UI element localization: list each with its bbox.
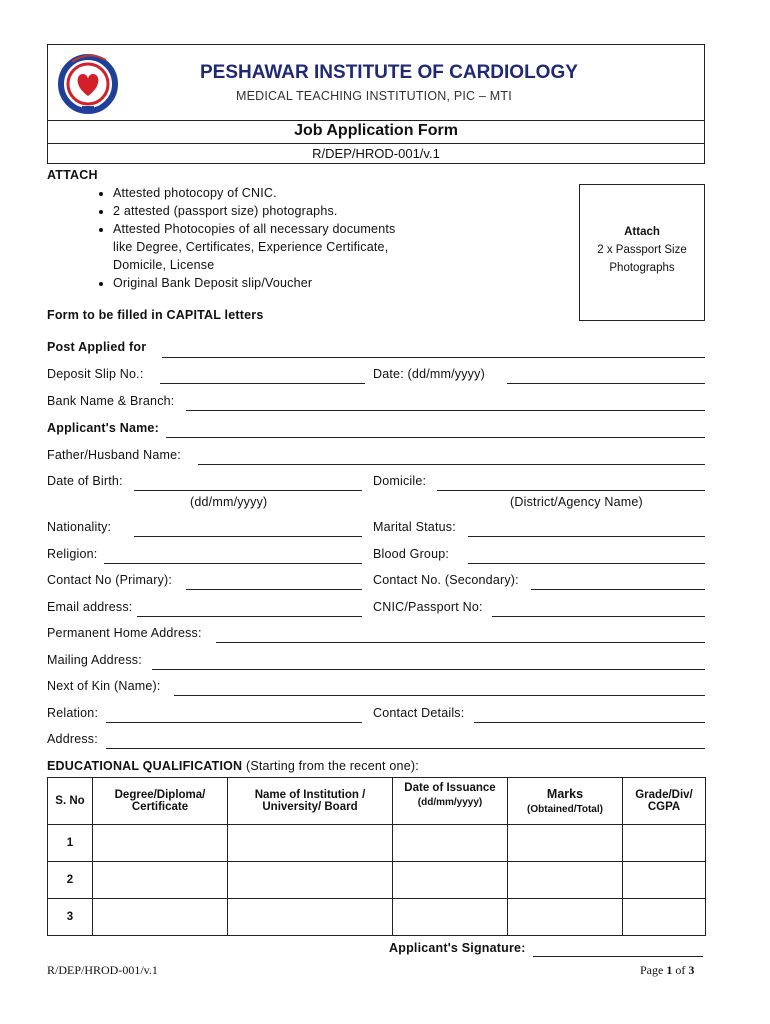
cnic-field[interactable] (492, 616, 705, 617)
institution-cell[interactable] (228, 862, 393, 899)
form-title: Job Application Form (294, 122, 458, 139)
signature-label: Applicant's Signature: (389, 941, 526, 955)
applicant-name-label: Applicant's Name: (47, 421, 159, 435)
degree-cell[interactable] (93, 862, 228, 899)
mailing-address-field[interactable] (152, 669, 705, 670)
education-header-row (48, 778, 706, 825)
email-label: Email address: (47, 600, 133, 614)
col-grade (623, 778, 706, 825)
attach-item: • Attested photocopy of CNIC. (113, 184, 413, 202)
col-institution-line2: University/ Board (262, 801, 358, 813)
col-date-line2: (dd/mm/yyyy) (417, 797, 483, 808)
father-name-label: Father/Husband Name: (47, 448, 181, 462)
degree-cell[interactable] (93, 825, 228, 862)
domicile-field[interactable] (437, 490, 705, 491)
page-of: of (675, 963, 686, 977)
col-grade-line1: Grade/Div/ (635, 789, 693, 801)
table-row (48, 899, 706, 936)
domicile-hint: (District/Agency Name) (510, 495, 643, 509)
col-date (393, 778, 508, 825)
marks-cell[interactable] (508, 825, 623, 862)
relation-field[interactable] (106, 722, 362, 723)
institution-cell[interactable] (228, 825, 393, 862)
col-institution (228, 778, 393, 825)
permanent-address-label: Permanent Home Address: (47, 626, 202, 640)
marital-field[interactable] (468, 536, 705, 537)
row-number: 1 (48, 825, 93, 862)
attach-item: • Attested Photocopies of all necessary documents like Degree, Certificates, Experience Certificate, Domicile, License (113, 220, 413, 274)
next-of-kin-label: Next of Kin (Name): (47, 679, 161, 693)
col-date-line1: Date of Issuance (404, 782, 496, 794)
education-heading: EDUCATIONAL QUALIFICATION (47, 759, 243, 773)
applicant-name-field[interactable] (166, 437, 705, 438)
contact-secondary-label: Contact No. (Secondary): (373, 573, 519, 587)
photo-box[interactable] (579, 184, 705, 321)
page-total: 3 (688, 963, 695, 977)
grade-cell[interactable] (623, 862, 706, 899)
pic-logo-icon (52, 46, 124, 118)
col-grade-line2: CGPA (647, 801, 681, 813)
post-applied-label: Post Applied for (47, 340, 147, 354)
date-label: Date: (dd/mm/yyyy) (373, 367, 485, 381)
dob-label: Date of Birth: (47, 474, 123, 488)
bank-field[interactable] (186, 410, 705, 411)
deposit-slip-field[interactable] (160, 383, 365, 384)
email-field[interactable] (137, 616, 362, 617)
row-number: 3 (48, 899, 93, 936)
grade-cell[interactable] (623, 899, 706, 936)
blood-group-field[interactable] (468, 563, 705, 564)
page-number (640, 963, 694, 978)
religion-field[interactable] (104, 563, 362, 564)
marital-label: Marital Status: (373, 520, 456, 534)
col-institution-line1: Name of Institution / (254, 789, 366, 801)
capital-letters-instruction: Form to be filled in CAPITAL letters (47, 308, 264, 322)
col-sno: S. No (48, 778, 93, 825)
col-marks (508, 778, 623, 825)
nationality-field[interactable] (134, 536, 362, 537)
attach-heading: ATTACH (47, 168, 98, 182)
education-table (47, 777, 706, 936)
blood-group-label: Blood Group: (373, 547, 450, 561)
page-current: 1 (666, 963, 673, 977)
contact-details-field[interactable] (474, 722, 705, 723)
cnic-label: CNIC/Passport No: (373, 600, 483, 614)
nationality-label: Nationality: (47, 520, 112, 534)
col-degree (93, 778, 228, 825)
post-applied-field[interactable] (162, 357, 705, 358)
date-cell[interactable] (393, 825, 508, 862)
dob-hint: (dd/mm/yyyy) (190, 495, 268, 509)
contact-primary-label: Contact No (Primary): (47, 573, 173, 587)
col-degree-line2: Certificate (131, 801, 189, 813)
date-cell[interactable] (393, 862, 508, 899)
education-heading-note: (Starting from the recent one): (245, 759, 419, 773)
attach-list (90, 184, 413, 292)
col-marks-line2: (Obtained/Total) (527, 804, 603, 815)
date-field[interactable] (507, 383, 705, 384)
contact-secondary-field[interactable] (531, 589, 705, 590)
father-name-field[interactable] (198, 464, 705, 465)
date-cell[interactable] (393, 899, 508, 936)
institution-cell[interactable] (228, 899, 393, 936)
photo-box-line: 2 x Passport Size (597, 244, 687, 256)
attach-item: • 2 attested (passport size) photographs. (113, 202, 413, 220)
permanent-address-field[interactable] (216, 642, 705, 643)
degree-cell[interactable] (93, 899, 228, 936)
next-of-kin-field[interactable] (174, 695, 705, 696)
footer-code: R/DEP/HROD-001/v.1 (47, 963, 158, 977)
col-degree-line1: Degree/Diploma/ (114, 789, 206, 801)
marks-cell[interactable] (508, 862, 623, 899)
institution-name: PESHAWAR INSTITUTE OF CARDIOLOGY (200, 62, 578, 83)
form-code: R/DEP/HROD-001/v.1 (312, 146, 440, 161)
education-heading-line (47, 759, 419, 773)
dob-field[interactable] (134, 490, 362, 491)
table-row (48, 825, 706, 862)
row-number: 2 (48, 862, 93, 899)
marks-cell[interactable] (508, 899, 623, 936)
address-field[interactable] (106, 748, 705, 749)
table-row (48, 862, 706, 899)
photo-box-line: Photographs (609, 262, 675, 274)
bank-label: Bank Name & Branch: (47, 394, 175, 408)
grade-cell[interactable] (623, 825, 706, 862)
institution-subtitle: MEDICAL TEACHING INSTITUTION, PIC – MTI (236, 89, 512, 103)
page-prefix: Page (640, 963, 664, 977)
deposit-slip-label: Deposit Slip No.: (47, 367, 144, 381)
relation-label: Relation: (47, 706, 99, 720)
photo-box-title: Attach (624, 226, 660, 238)
contact-details-label: Contact Details: (373, 706, 465, 720)
religion-label: Religion: (47, 547, 98, 561)
attach-item: • Original Bank Deposit slip/Voucher (113, 274, 413, 292)
address-label: Address: (47, 732, 98, 746)
domicile-label: Domicile: (373, 474, 427, 488)
signature-field[interactable] (533, 956, 703, 957)
contact-primary-field[interactable] (186, 589, 362, 590)
col-marks-line1: Marks (546, 787, 584, 801)
mailing-address-label: Mailing Address: (47, 653, 142, 667)
